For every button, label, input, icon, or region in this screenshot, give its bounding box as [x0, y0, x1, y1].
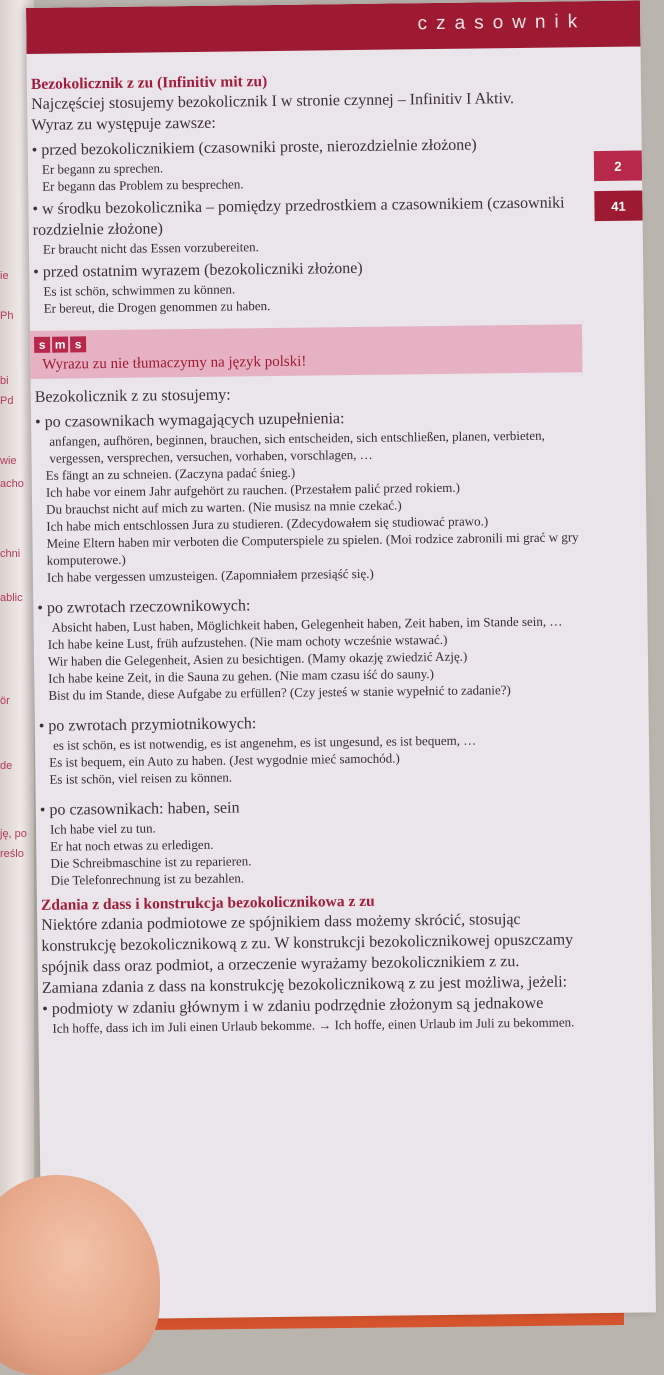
body-paragraph: Niektóre zdania podmiotowe ze spójnikiem dass możemy skrócić, stosując konstrukcję bezokolicznikową z zu. W konstrukcji bezokolicznikowej opuszczamy spójnik dass oraz podmiot, a orzeczenie wyrażamy bezokolicznikiem z zu.	[41, 911, 574, 976]
example-line: Es ist schön, schwimmen zu können.	[43, 281, 236, 299]
lead-text: Bezokolicznik z zu stosujemy:	[34, 386, 231, 406]
bullet-item: • po czasownikach: haben, sein	[39, 799, 240, 819]
prev-page-fragment: ör	[0, 695, 10, 707]
page-number: 41	[594, 190, 642, 221]
example-line: Die Schreibmaschine ist zu reparieren.	[50, 853, 252, 871]
prev-page-fragment: de	[0, 760, 13, 772]
example-line: Es fängt an zu schneien. (Zaczyna padać śnieg.)	[45, 464, 296, 483]
prev-page-fragment: Ph	[0, 310, 14, 322]
bullet-item: • podmioty w zdaniu głównym i w zdaniu podrzędnie złożonym są jednakowe	[42, 994, 544, 1018]
page-content	[31, 69, 591, 1037]
prev-page-fragment: Pd	[0, 395, 14, 407]
example-line: Ich habe viel zu tun.	[49, 820, 156, 837]
prev-page-fragment: ablic	[0, 592, 23, 604]
chapter-tab: 2	[594, 150, 642, 181]
page-header	[26, 0, 641, 53]
example-line: Ich habe vor einem Jahr aufgehört zu rauchen. (Przestałem palić przed rokiem.)	[45, 479, 460, 500]
sms-logo-letter: m	[52, 337, 68, 353]
prev-page-fragment: chni	[0, 548, 21, 560]
sms-tip-box	[30, 324, 583, 379]
bullet-item: • w środku bezokolicznika – pomiędzy przedrostkiem a czasownikiem (czasowniki rozdzielnie złożone)	[32, 194, 565, 239]
bullet-item: • po zwrotach rzeczownikowych:	[37, 597, 251, 617]
example-line: Er bereut, die Drogen genommen zu haben.	[43, 298, 271, 316]
example-line: Ich habe keine Zeit, in die Sauna zu gehen. (Nie mam czasu iść do sauny.)	[48, 666, 435, 686]
example-line: Er hat noch etwas zu erledigen.	[50, 836, 214, 854]
example-line: Ich habe keine Lust, früh aufzustehen. (Nie mam ochoty wcześnie wstawać.)	[47, 631, 448, 652]
prev-page-fragment: acho	[0, 478, 24, 490]
prev-page-fragment: bi	[0, 375, 9, 387]
example-line: Die Telefonrechnung ist zu bezahlen.	[50, 870, 245, 888]
body-paragraph: Zamiana zdania z dass na konstrukcję bezokolicznikową z zu jest możliwa, jeżeli:	[41, 973, 568, 997]
lead-text: Wyraz zu występuje zawsze:	[31, 114, 216, 134]
prev-page-fragment: wie	[0, 455, 17, 467]
example-line: Ich habe mich entschlossen Jura zu studieren. (Zdecydowałem się studiować prawo.)	[46, 513, 489, 534]
prev-page-fragment: ie	[0, 270, 9, 282]
bullet-item: • po zwrotach przymiotnikowych:	[38, 715, 257, 735]
example-line: Er begann zu sprechen.	[41, 160, 164, 177]
sms-tip-text: Wyrazu zu nie tłumaczymy na język polski!	[42, 353, 307, 373]
example-line: Es ist bequem, ein Auto zu haben. (Jest wygodnie mieć samochód.)	[49, 750, 400, 770]
bullet-item: • przed ostatnim wyrazem (bezokoliczniki złożone)	[33, 259, 363, 281]
page-title: czasownik	[417, 11, 587, 35]
bullet-item: • przed bezokolicznikiem (czasowniki proste, nierozdzielnie złożone)	[31, 136, 477, 159]
prev-page-fragment: ję, po	[0, 828, 27, 840]
book-page	[26, 0, 656, 1319]
example-line: Du brauchst nicht auf mich zu warten. (Nie musisz na mnie czekać.)	[46, 497, 402, 517]
sms-logo-letter: s	[70, 336, 86, 352]
prev-page-fragment: reślo	[0, 848, 24, 860]
section-heading: Zdania z dass i konstrukcja bezokolicznikowa z zu	[40, 892, 375, 914]
bullet-item: • po czasownikach wymagających uzupełnienia:	[34, 410, 345, 431]
sms-logo-letter: s	[34, 337, 50, 353]
example-line: Wir haben die Gelegenheit, Asien zu besichtigen. (Mamy okazję zwiedzić Azję.)	[47, 648, 468, 669]
verb-list: anfangen, aufhören, beginnen, brauchen, sich entscheiden, sich entschließen, planen, verbieten, vergessen, versprechen, versuchen, vorhaben, vorschlagen, …	[49, 427, 545, 466]
example-line: Meine Eltern haben mir verboten die Computerspiele zu spielen. (Moi rodzice zabronili mi grać w gry komputerowe.)	[46, 529, 579, 568]
phrase-list: es ist schön, es ist notwendig, es ist angenehm, es ist ungesund, es ist bequem, …	[52, 732, 477, 753]
example-line: Er braucht nicht das Essen vorzubereiten.	[42, 239, 259, 257]
intro-text: Najczęściej stosujemy bezokolicznik I w stronie czynnej – Infinitiv I Aktiv.	[31, 90, 515, 113]
section-heading: Bezokolicznik z zu (Infinitiv mit zu)	[30, 73, 268, 93]
phrase-list: Absicht haben, Lust haben, Möglichkeit haben, Gelegenheit haben, Zeit haben, im Stande sein, …	[51, 613, 563, 635]
example-line: Es ist schön, viel reisen zu können.	[49, 769, 233, 787]
example-line: Er begann das Problem zu besprechen.	[42, 176, 244, 194]
example-line: Ich habe vergessen umzusteigen. (Zapomniałem przesiąść się.)	[46, 565, 374, 585]
sms-logo	[34, 336, 86, 353]
example-line: Bist du im Stande, diese Aufgabe zu erfüllen? (Czy jesteś w stanie wypełnić to zadanie?)	[48, 682, 511, 703]
example-line: Ich hoffe, dass ich im Juli einen Urlaub bekomme. → Ich hoffe, einen Urlaub im Juli zu bekommen.	[52, 1014, 575, 1036]
